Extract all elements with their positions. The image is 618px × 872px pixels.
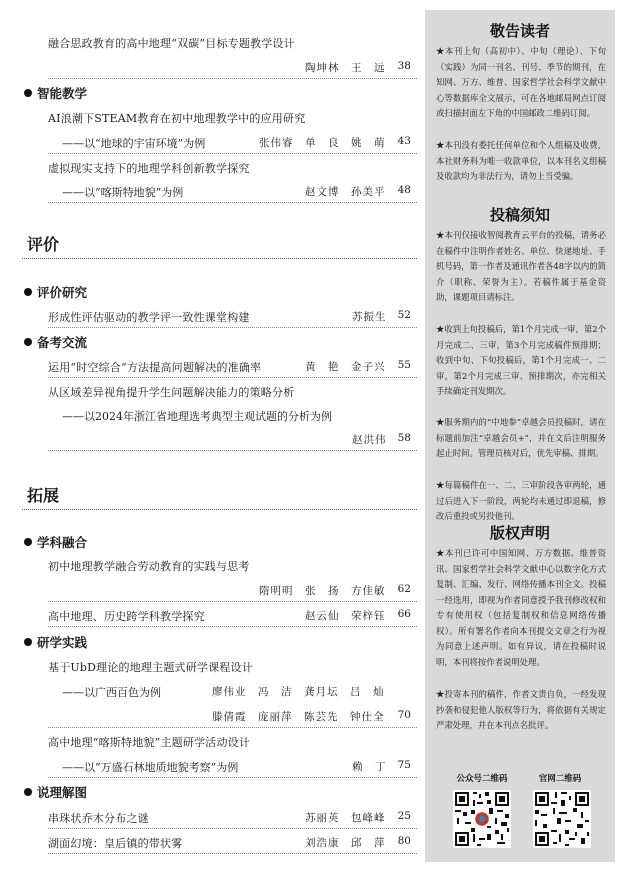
subsection-heading-diagram: 说理解图: [24, 783, 87, 801]
article-title[interactable]: 湖面幻境：皇后镇的带状雾: [48, 837, 183, 850]
article-page[interactable]: 80: [397, 835, 411, 847]
website-qr-code-icon[interactable]: [533, 790, 591, 848]
article-authors: 赖 丁: [352, 761, 387, 773]
bullet-icon: [24, 538, 32, 546]
article-authors: 苏振生: [352, 311, 387, 323]
article-title[interactable]: 融合思政教育的高中地理“双碳”目标专题教学设计: [48, 37, 295, 50]
article-authors: 赵文博 孙美平: [305, 186, 386, 198]
article-title[interactable]: AI浪潮下STEAM教育在初中地理教学中的应用研究: [48, 112, 306, 125]
article-title[interactable]: 运用“时空综合”方法提高问题解决的准确率: [48, 361, 262, 374]
article-authors: 赵洪伟: [352, 434, 387, 446]
article-subtitle: ——以“万盛石林地质地貌考察”为例: [62, 761, 239, 774]
article-page[interactable]: 38: [397, 60, 411, 72]
entry-separator: [48, 626, 417, 627]
article-page[interactable]: 62: [397, 583, 411, 595]
article-page[interactable]: 58: [397, 432, 411, 444]
article-title[interactable]: 从区域差异视角提升学生问题解决能力的策略分析: [48, 386, 295, 399]
entry-separator: [48, 828, 417, 829]
bullet-icon: [24, 338, 32, 346]
table-of-contents: [22, 0, 417, 872]
bullet-icon: [24, 89, 32, 97]
article-title[interactable]: 虚拟现实支持下的地理学科创新教学探究: [48, 162, 250, 175]
article-subtitle: ——以“地球的宇宙环境”为例: [62, 137, 206, 150]
article-authors: 廖伟业 冯 洁 龚月坛 吕 灿: [212, 686, 385, 698]
entry-separator: [48, 450, 417, 451]
entry-separator: [48, 601, 417, 602]
article-page[interactable]: 48: [397, 184, 411, 196]
bullet-icon: [24, 638, 32, 646]
article-authors: 刘浩康 邱 萍: [305, 837, 386, 849]
entry-separator: [48, 777, 417, 778]
part-title-extension: 拓展: [27, 486, 60, 505]
submission-paragraph: ★每篇稿件在一、二、三审阶段各审两轮，通过后进入下一阶段，两轮均未通过即退稿，修改后重投或另投他刊。: [436, 480, 606, 521]
article-page[interactable]: 66: [397, 608, 411, 620]
entry-separator: [48, 327, 417, 328]
notice-paragraph: ★本刊没有委托任何单位和个人组稿及收费，本社财务科为唯一收款单位，以本刊名义组稿及收款均为非法行为，请勿上当受骗。: [436, 140, 606, 181]
notice-paragraph: ★本刊上旬（高初中）、中旬（理论）、下旬（实践）为同一刊名、刊号、季节的期刊，在知网、万方、维普、国家哲学社会科学文献中心等数据库全文展示，可在各地邮局网点订阅或扫描封面左下角的中国邮政二维码订阅。: [436, 46, 606, 118]
article-subtitle: ——以2024年浙江省地理选考典型主观试题的分析为例: [62, 410, 332, 423]
wechat-qr-label: 公众号二维码: [456, 774, 508, 784]
submission-paragraph: ★收到上旬投稿后，第1个月完成一审，第2个月完成二、三审，第3个月完成稿件预排期；收到中旬、下旬投稿后，第1个月完成一、二审，第2个月完成三审、预排期次，亦完相关手续确定刊发期次。: [436, 324, 606, 396]
article-authors: 滕倩霞 庞丽萍 陈芸先 钟仕全: [212, 711, 385, 723]
article-page[interactable]: 70: [397, 709, 411, 721]
article-authors: 赵云仙 荣梓钰: [305, 610, 386, 622]
entry-separator: [48, 727, 417, 728]
article-title[interactable]: 串珠状乔木分布之谜: [48, 812, 149, 825]
wechat-qr-code-icon[interactable]: [453, 790, 511, 848]
copyright-paragraph: ★本刊已许可中国知网、万方数据、维普资讯、国家哲学社会科学文献中心以数字化方式复制、汇编、发行、网络传播本刊全文。投稿一经选用，即视为作者同意授予我刊修改权和专有使用权（包括复制权和信息网络传播权）。所有署名作者向本刊提交文章之行为视为同意上述声明。如有异议，请在投稿时说明，本刊将按作者说明处理。: [436, 548, 606, 667]
subsection-heading-practice: 研学实践: [24, 633, 87, 651]
website-qr-label: 官网二维码: [538, 774, 582, 784]
entry-separator: [48, 153, 417, 154]
entry-separator: [48, 78, 417, 79]
article-title[interactable]: 基于UbD理论的地理主题式研学课程设计: [48, 661, 253, 674]
bullet-icon: [24, 788, 32, 796]
article-authors: 张伟睿 单 良 姚 萌: [259, 137, 386, 149]
subsection-heading-integration: 学科融合: [24, 533, 87, 551]
part-title-evaluation: 评价: [27, 235, 60, 254]
article-page[interactable]: 75: [397, 759, 411, 771]
article-title[interactable]: 初中地理教学融合劳动教育的实践与思考: [48, 560, 250, 573]
notice-title: 敬告读者: [489, 22, 550, 40]
section-divider: [22, 509, 417, 510]
entry-separator: [48, 377, 417, 378]
section-divider: [22, 258, 417, 259]
article-authors: 陶坤林 王 远: [305, 62, 386, 74]
article-page[interactable]: 55: [397, 359, 411, 371]
article-authors: 隋明明 张 扬 方佳敏: [259, 585, 386, 597]
copyright-paragraph: ★投寄本刊的稿件，作者文责自负，一经发现抄袭和侵犯他人版权等行为，将依据有关规定严肃处理，并在本刊点名批评。: [436, 689, 606, 730]
article-title[interactable]: 高中地理“喀斯特地貌”主题研学活动设计: [48, 736, 251, 749]
article-page[interactable]: 52: [397, 309, 411, 321]
submission-paragraph: ★本刊仅接收智阅教育云平台的投稿，请务必在稿件中注明作者姓名、单位、快递地址、手机号码，第一作者及通讯作者各48字以内的简介（职称、荣誉为主）。若稿件属于基金资助，课题项目请标注。: [436, 230, 606, 302]
article-authors: 苏丽英 包峰峰: [305, 812, 386, 824]
submission-title: 投稿须知: [489, 206, 550, 224]
subsection-heading-eval-research: 评价研究: [24, 283, 87, 301]
article-title[interactable]: 形成性评估驱动的教学评一致性课堂构建: [48, 311, 250, 324]
bullet-icon: [24, 288, 32, 296]
article-page[interactable]: 25: [397, 810, 411, 822]
article-authors: 黄 艳 金子兴: [305, 361, 386, 373]
sidebar-notices: [425, 10, 615, 862]
entry-separator: [48, 202, 417, 203]
copyright-title: 版权声明: [489, 524, 550, 542]
entry-separator: [48, 853, 417, 854]
article-subtitle: ——以“喀斯特地貌”为例: [62, 186, 184, 199]
subsection-heading-intelligent: 智能教学: [24, 84, 87, 102]
subsection-heading-exam: 备考交流: [24, 333, 87, 351]
article-title[interactable]: 高中地理、历史跨学科教学探究: [48, 610, 205, 623]
article-page[interactable]: 43: [397, 135, 411, 147]
submission-paragraph: ★服务期内的“中地参”卓越会员投稿时，请在标题前加注“卓越会员+”，并在文后注明服务起止时间。管理员核对后，优先审稿、排期。: [436, 417, 606, 458]
article-subtitle: ——以广西百色为例: [62, 686, 161, 699]
